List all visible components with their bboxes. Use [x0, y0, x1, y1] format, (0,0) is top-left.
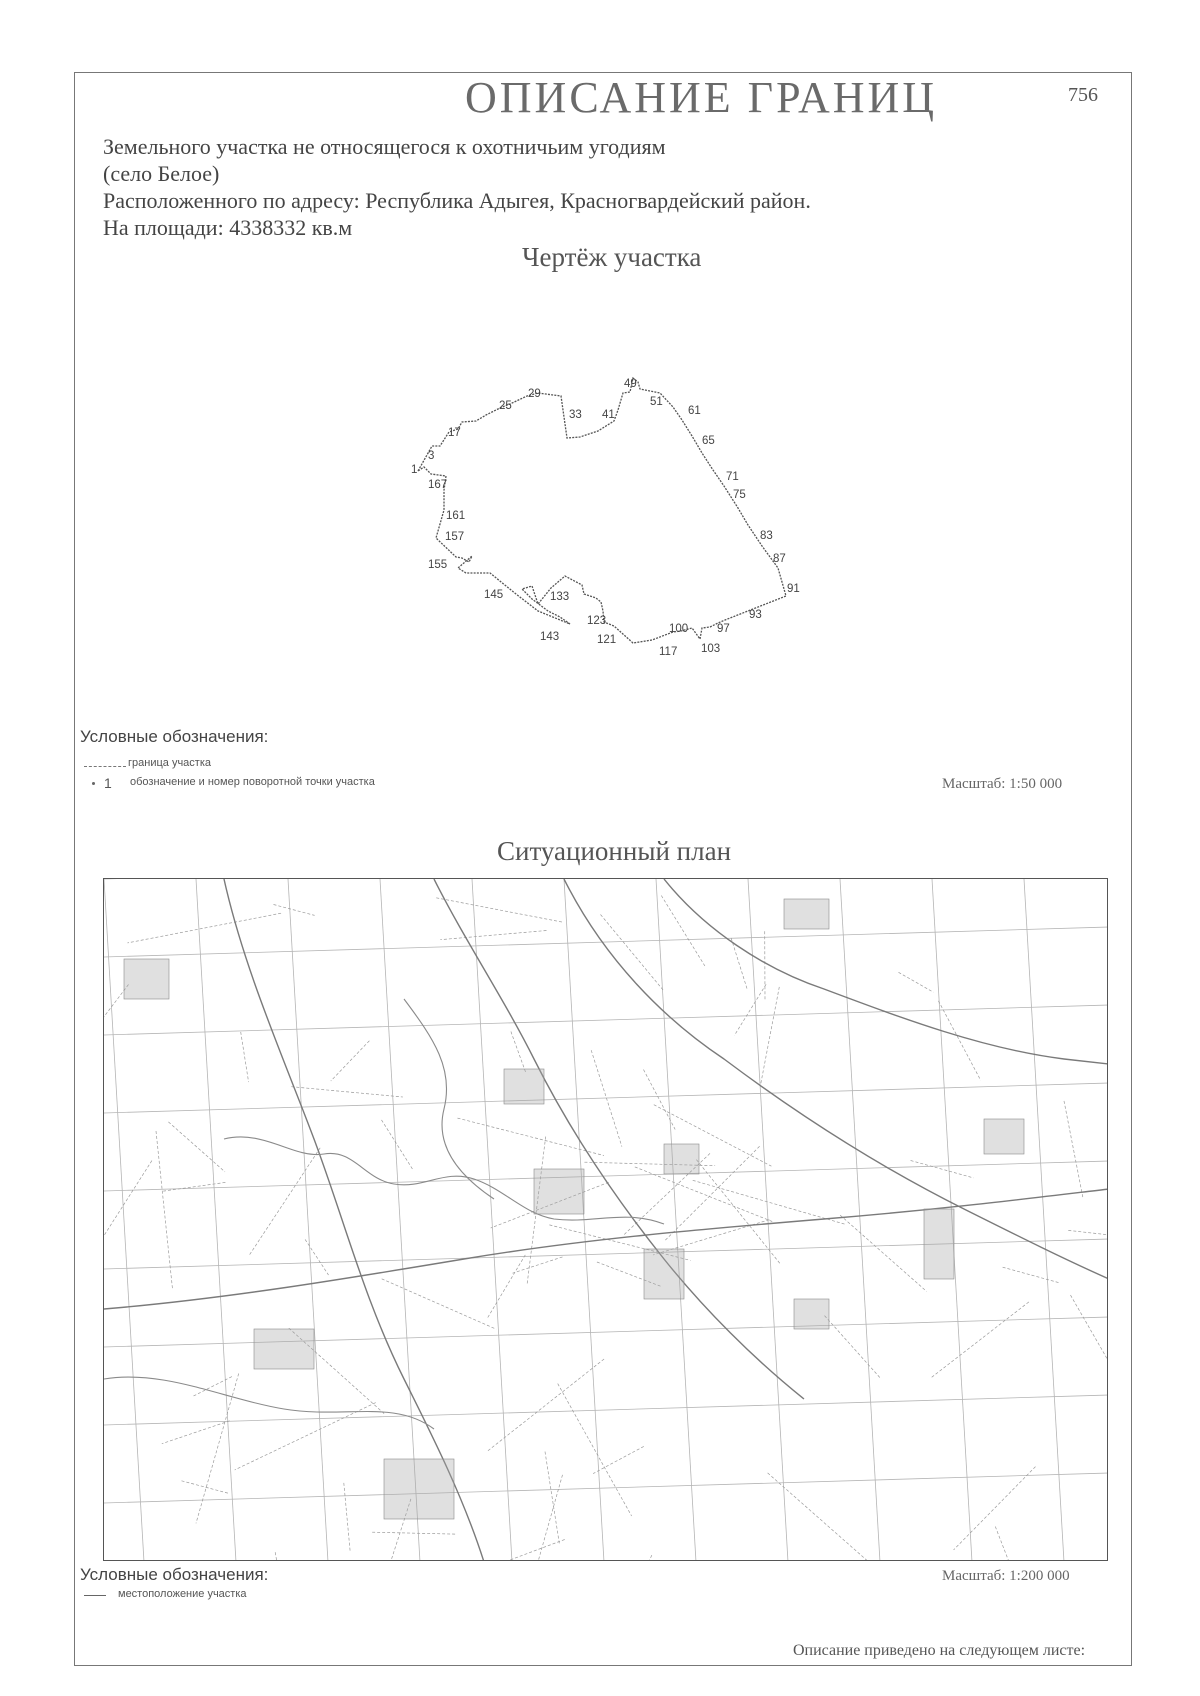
drawing-heading: Чертёж участка	[522, 242, 702, 272]
map-field-boundary	[382, 1120, 414, 1170]
legend-location-label: местоположение участка	[118, 1588, 247, 1600]
map-field-boundary	[594, 1555, 652, 1561]
topographic-map	[104, 879, 1108, 1561]
map-field-boundary	[1071, 1295, 1109, 1365]
point-label-93: 93	[749, 609, 762, 621]
map-field-boundary	[899, 972, 934, 992]
map-field-boundary	[162, 1421, 230, 1444]
settlement-10	[984, 1119, 1024, 1154]
settlement-1	[504, 1069, 544, 1104]
map-field-boundary	[128, 913, 282, 943]
map-grid-line	[104, 1161, 1108, 1191]
settlement-2	[534, 1169, 584, 1214]
map-field-boundary	[635, 1167, 772, 1222]
map-grid-line	[104, 1239, 1108, 1269]
description-line-3: Расположенного по адресу: Республика Адыгея, Красногвардейский район.	[103, 188, 811, 213]
point-label-41: 41	[602, 409, 615, 421]
point-label-100: 100	[669, 623, 689, 635]
point-label-51: 51	[650, 396, 663, 408]
map-grid-line	[288, 879, 328, 1561]
turning-point-symbol	[92, 782, 95, 785]
map-field-boundary	[291, 1087, 403, 1097]
point-label-145: 145	[484, 589, 504, 601]
map-field-boundary	[440, 931, 546, 940]
point-label-25: 25	[499, 400, 512, 412]
map-grid-line	[1024, 879, 1064, 1561]
roads	[104, 879, 1108, 1561]
point-label-117: 117	[659, 646, 678, 658]
map-field-boundary	[481, 1540, 565, 1562]
map-field-boundary	[693, 1180, 846, 1224]
road-3	[104, 1189, 1108, 1309]
location-line-symbol	[84, 1595, 106, 1596]
map-field-boundary	[1003, 1267, 1061, 1283]
map-field-boundary	[275, 1552, 287, 1561]
map-field-boundary	[930, 1302, 1029, 1379]
map-field-boundary	[911, 1161, 974, 1178]
legend-point-label: обозначение и номер поворотной точки участка	[130, 776, 375, 788]
map-field-boundary	[168, 1122, 225, 1172]
map-grid-line	[104, 1083, 1108, 1113]
point-label-61: 61	[688, 405, 701, 417]
map-field-boundary	[1068, 1230, 1108, 1240]
legend-heading-2: Условные обозначения:	[80, 1565, 269, 1584]
description-line-1: Земельного участка не относящегося к охотничьим угодиям	[103, 134, 666, 159]
settlement-9	[794, 1299, 829, 1329]
map-field-boundary	[734, 984, 766, 1035]
point-label-157: 157	[445, 531, 465, 543]
map-field-boundary	[331, 1041, 370, 1081]
map-grid-line	[104, 1473, 1108, 1503]
map-field-boundary	[761, 987, 780, 1084]
road-5	[664, 879, 1108, 1064]
map-field-boundary	[249, 1148, 320, 1255]
map-grid-line	[104, 1395, 1108, 1425]
point-labels	[0, 0, 1200, 700]
point-label-49: 49	[624, 378, 637, 390]
road-4	[224, 879, 484, 1561]
map-field-boundary	[487, 1359, 604, 1452]
map-field-boundary	[954, 1467, 1036, 1550]
description-line-2: (село Белое)	[103, 161, 220, 186]
page-number: 756	[1068, 84, 1098, 106]
legend-boundary-label: граница участка	[128, 757, 211, 769]
point-label-91: 91	[787, 583, 800, 595]
point-label-71: 71	[726, 471, 739, 483]
document-title: ОПИСАНИЕ ГРАНИЦ	[465, 73, 938, 122]
map-field-boundary	[995, 1527, 1051, 1562]
map-grid-line	[104, 927, 1108, 957]
point-label-161: 161	[446, 510, 466, 522]
point-label-133: 133	[550, 591, 570, 603]
map-field-boundary	[644, 1070, 676, 1130]
point-label-83: 83	[760, 530, 773, 542]
point-label-155: 155	[428, 559, 448, 571]
map-grid-line	[104, 1005, 1108, 1035]
boundary-line-symbol	[84, 766, 126, 767]
point-label-1: 1	[411, 464, 418, 476]
scale-label-drawing: Масштаб: 1:50 000	[942, 776, 1063, 792]
map-field-boundary	[104, 1161, 152, 1260]
map-field-boundary	[731, 938, 747, 989]
settlements	[124, 899, 1024, 1519]
settlement-6	[124, 959, 169, 999]
point-label-97: 97	[717, 623, 730, 635]
legend-point-number: 1	[104, 775, 112, 791]
point-label-121: 121	[597, 634, 617, 646]
situation-plan-heading: Ситуационный план	[497, 836, 732, 866]
map-grid-line	[196, 879, 236, 1561]
settlement-5	[924, 1209, 954, 1279]
map-field-boundary	[372, 1532, 455, 1534]
map-field-boundary	[156, 1131, 173, 1289]
point-label-143: 143	[540, 631, 560, 643]
map-field-boundary	[513, 1257, 563, 1273]
map-field-boundary	[305, 1239, 328, 1275]
point-label-123: 123	[587, 615, 607, 627]
settlement-8	[384, 1459, 454, 1519]
point-label-167: 167	[428, 479, 448, 491]
situation-map	[103, 878, 1108, 1561]
settlement-4	[644, 1249, 684, 1299]
map-field-boundary	[458, 1118, 604, 1155]
river-3	[104, 1377, 434, 1429]
map-grid-line	[656, 879, 696, 1561]
map-field-boundary	[344, 1483, 350, 1551]
map-field-boundary	[487, 1255, 525, 1318]
settlement-3	[664, 1144, 699, 1174]
footer-note: Описание приведено на следующем листе:	[793, 1642, 1086, 1659]
map-field-boundary	[840, 1215, 927, 1291]
point-label-65: 65	[702, 435, 715, 447]
point-label-103: 103	[701, 643, 721, 655]
point-label-17: 17	[448, 427, 461, 439]
road-1	[434, 879, 804, 1399]
map-field-boundary	[241, 1032, 249, 1082]
map-field-boundary	[536, 1475, 562, 1561]
point-label-33: 33	[569, 409, 582, 421]
settlement-7	[254, 1329, 314, 1369]
map-grid-line	[380, 879, 420, 1561]
map-field-boundary	[1064, 1101, 1083, 1199]
map-grid-line	[472, 879, 512, 1561]
area-line: На площади: 4338332 кв.м	[103, 215, 353, 240]
settlement-11	[784, 899, 829, 929]
point-label-75: 75	[733, 489, 746, 501]
map-field-boundary	[235, 1403, 376, 1470]
map-field-boundary	[382, 1279, 497, 1329]
scale-label-situation: Масштаб: 1:200 000	[942, 1568, 1070, 1584]
point-label-29: 29	[528, 388, 541, 400]
map-field-boundary	[163, 1182, 225, 1191]
legend-heading: Условные обозначения:	[80, 727, 269, 746]
point-label-3: 3	[428, 450, 435, 462]
point-label-87: 87	[773, 553, 786, 565]
map-field-boundary	[661, 896, 705, 967]
